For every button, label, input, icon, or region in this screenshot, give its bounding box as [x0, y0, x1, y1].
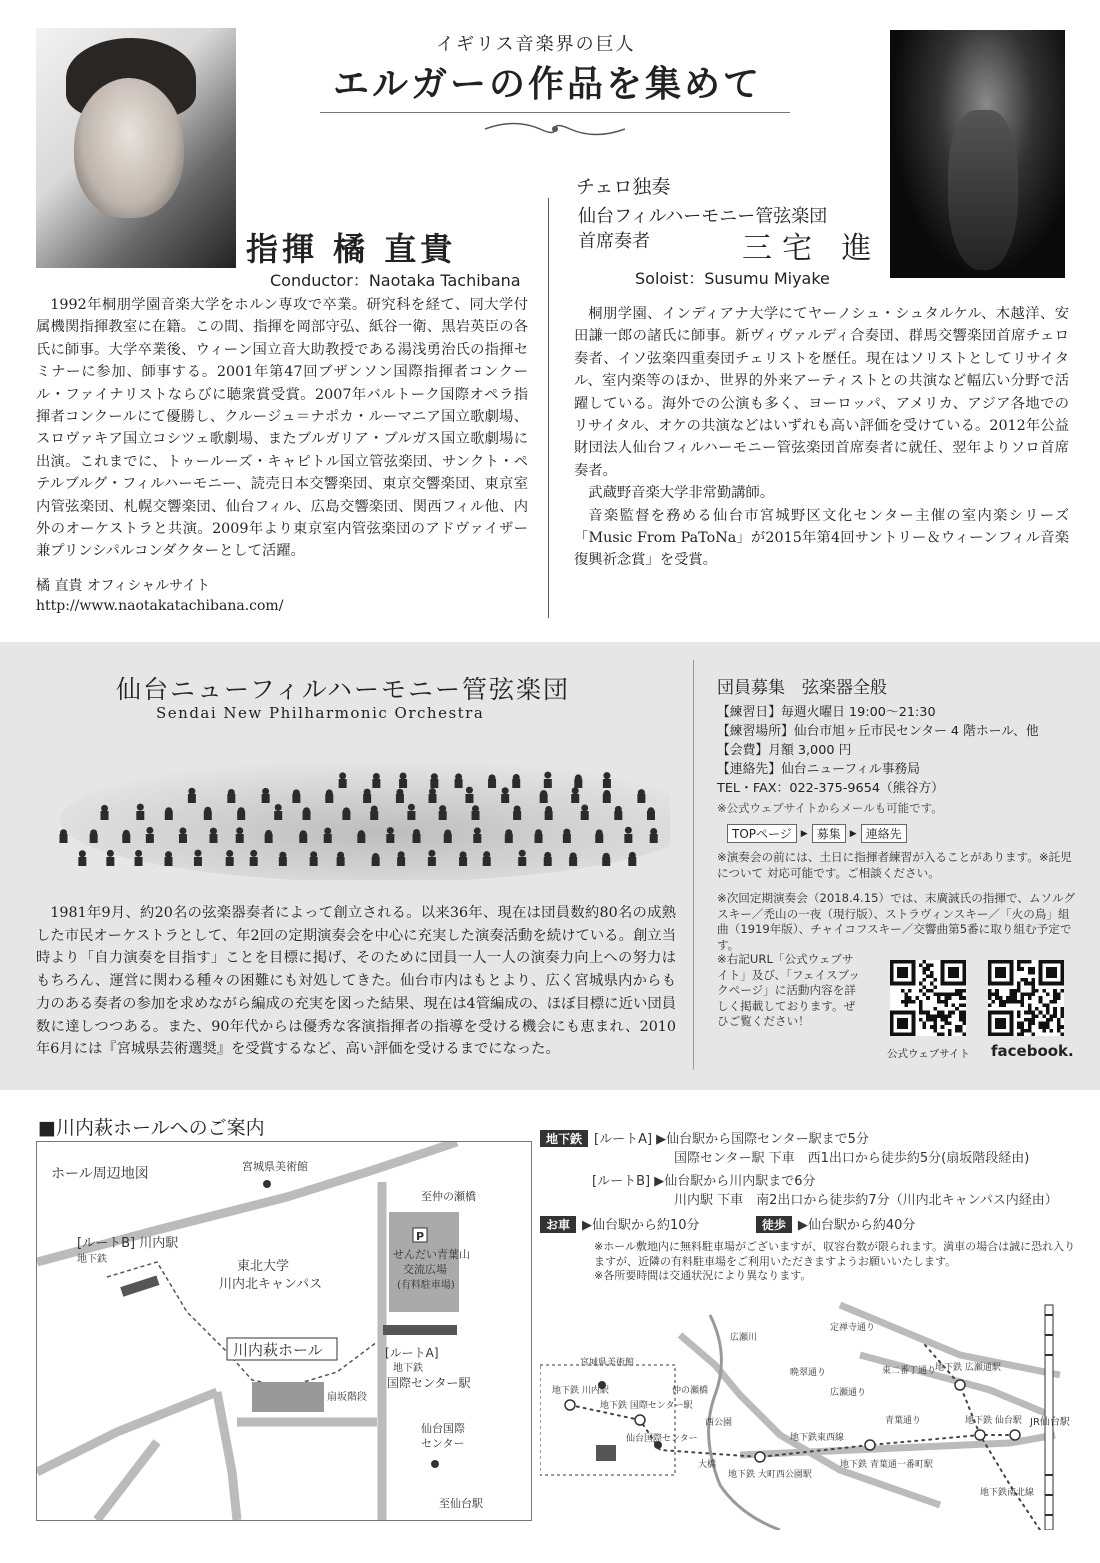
recruit-item: 【連絡先】仙台ニューフィル事務局: [717, 762, 921, 777]
map2-higashi: 東二番丁通り: [882, 1366, 937, 1376]
map-label-univ2: 川内北キャンパス: [219, 1277, 323, 1292]
soloist-bio-paragraph: 音楽監督を務める仙台市宮城野区文化センター主催の室内楽シリーズ「Music From PaToNa」が2015年第4回サントリー＆ウィーンフィル音楽復興祈念賞」を受賞。: [574, 507, 1069, 569]
access-title: ■川内萩ホールへのご案内: [38, 1117, 265, 1139]
map-label-to-sendai: 至仙台駅: [439, 1497, 483, 1510]
soloist-name: 三宅 進: [742, 231, 882, 266]
map-label-center1: 仙台国際: [421, 1422, 465, 1435]
concert-subtitle: イギリス音楽界の巨人: [436, 34, 636, 55]
access-note: ますが、近隣の有料駐車場をご利用いただきますようお願いいたします。: [594, 1254, 957, 1268]
map2-center: 仙台国際センター: [626, 1434, 698, 1444]
map2-museum: 宮城県美術館: [580, 1358, 635, 1368]
soloist-org: 仙台フィルハーモニー管弦楽団: [578, 206, 828, 227]
orchestra-photo: [40, 735, 670, 880]
map2-omachi: 地下鉄 大町西公園駅: [728, 1470, 812, 1480]
map-label-parking3: (有料駐車場): [397, 1280, 455, 1291]
recruit-item: 【会費】月額 3,000 円: [717, 743, 852, 758]
recruit-item: TEL・FAX：022-375-9654（熊谷方）: [717, 781, 944, 796]
soloist-bio-paragraph: 桐朋学園、インディアナ大学にてヤーノシュ・シュタルケル、木越洋、安田謙一郎の諸氏に師事。新ヴィヴァルディ合奏団、群馬交響楽団首席チェロ奏者、イソ弦楽四重奏団チェリストを歴任。現在はソリストとしてリサイタル、室内楽等のほか、世界的外来アーティストとの共演など幅広い分野で活躍している。海外での公演も多く、ヨーロッパ、アメリカ、アジア各地でのリサイタル、オケの共演などはいずれも高い評価を受けている。2012年公益財団法人仙台フィルハーモニー管弦楽団首席奏者に就任、翌年よりソロ首席奏者。: [574, 306, 1069, 479]
web-mail-note: ※公式ウェブサイトからメールも可能です。: [717, 801, 943, 815]
orchestra-description: 1981年9月、約20名の弦楽器奏者によって創立される。以来36年、現在は団員数約80名の成熟した市民オーケストラとして、年2回の定期演奏会を中心に充実した演奏活動を続けている。創立当時より「自力演奏を目指す」ことを目標に掲げ、そのために団員一人一人の演奏力向上への努力はもちろん、運営に関わる種々の困難にも対処してきた。仙台市内はもとより、広く宮城県内からも力のある奏者の参加を求めながら編成の充実を図った結果、現在は4管編成の、ほぼ目標に近い団員数に達しつつある。また、90年代からは優秀な客演指揮者の指導を受ける機会にも恵まれ、2010年6月には『宮城県芸術選奨』を受賞するなど、高い評価を受けるまでになった。: [36, 905, 676, 1058]
conductor-site-label: 橘 直貴 オフィシャルサイト: [36, 578, 211, 594]
car-text: ▶仙台駅から約10分: [582, 1218, 700, 1233]
city-route-map: [540, 1295, 1080, 1530]
map2-nanboku: 地下鉄南北線: [980, 1488, 1035, 1498]
map2-kokusai: 地下鉄 国際センター駅: [600, 1401, 693, 1411]
access-note: ※ホール敷地内に無料駐車場がございますが、収容台数が限られます。満車の場合は誠に恐れ入り: [594, 1240, 1076, 1253]
conductor-site-link[interactable]: http://www.naotakatachibana.com/: [36, 598, 284, 614]
recruit-divider: [693, 660, 694, 1070]
map2-kawauchi: 地下鉄 川内駅: [552, 1386, 609, 1396]
recruit-notes: [717, 850, 1077, 963]
map-label-to-nakanose: 至仲の瀬橋: [421, 1190, 476, 1203]
route-a-line2: 国際センター駅 下車 西1出口から徒歩約5分(扇坂階段経由): [674, 1151, 1030, 1166]
route-a-line1: [540, 1128, 1058, 1147]
route-b-line2: 川内駅 下車 南2出口から徒歩約7分（川内北キャンパス内経由）: [674, 1193, 1058, 1208]
access-note: ※各所要時間は交通状況により異なります。: [594, 1269, 812, 1282]
link-contact[interactable]: 連絡先: [861, 824, 907, 843]
note-paragraph: ※次回定期演奏会（2018.4.15）では、末廣誠氏の指揮で、ムソルグスキー／禿山の一夜（現行版）、ストラヴィンスキー／「火の鳥」組曲（1919年版）、チャイコフスキー／交響曲第5番に取り組む予定です。: [717, 891, 1076, 952]
car-walk-line: [540, 1214, 1058, 1233]
hall-area-map: [36, 1141, 532, 1521]
map2-nakanose: 仲の瀬橋: [672, 1386, 709, 1396]
map-label-route-a: [ルートA]: [385, 1346, 439, 1360]
conductor-bio: 1992年桐朋学園音楽大学をホルン専攻で卒業。研究科を経て、同大学付属機関指揮教室に在籍。この間、指揮を岡部守弘、紙谷一衛、黒岩英臣の各氏に師事。大学卒業後、ウィーン国立音大助教授である湯浅勇治氏の指揮セミナーに参加、師事する。2001年第47回ブザンソン国際指揮者コンクール・ファイナリストならびに聴衆賞受賞。2007年バルトーク国際オペラ指揮者コンクールにて優勝し、クルージュ＝ナポカ・ルーマニア国立歌劇場、スロヴァキア国立コシツェ歌劇場、またブルガリア・ブルガス国立歌劇場に出演。これまでに、トゥールーズ・キャピトル国立管弦楽団、サンクト・ペテルブルグ・フィルハーモニー、読売日本交響楽団、東京交響楽団、東京室内管弦楽団、札幌交響楽団、仙台フィル、広島交響楽団、関西フィル他、内外のオーケストラと共演。2009年より東京室内管弦楽団のアドヴァイザー兼プリンシパルコンダクターとして活躍。: [36, 297, 528, 560]
map-label-center2: センター: [421, 1437, 465, 1450]
conductor-name: 指揮 橘 直貴: [246, 230, 457, 268]
map-label-route-b-sub: 地下鉄: [77, 1254, 107, 1265]
flourish-ornament: [480, 118, 630, 140]
qr-note: ※右記URL「公式ウェブサイト」及び、「フェイスブックページ」に活動内容を詳しく掲載しております。ぜひご覧ください！: [717, 952, 860, 1028]
column-divider: [548, 198, 549, 618]
map-label-route-a-st: 国際センター駅: [387, 1376, 471, 1390]
map2-aobadori: 青葉通り: [885, 1416, 922, 1426]
car-tag: お車: [540, 1216, 576, 1233]
recruit-item: 【練習場所】仙台市旭ヶ丘市民センター 4 階ホール、他: [717, 724, 1039, 739]
map2-ohashi: 大橋: [698, 1460, 717, 1470]
map-label-museum: 宮城県美術館: [242, 1160, 308, 1173]
conductor-name-en: Conductor：Naotaka Tachibana: [270, 271, 521, 290]
map2-tozai: 地下鉄東西線: [790, 1433, 845, 1443]
face-shape: [74, 78, 184, 218]
map-label-stairs: 扇坂階段: [327, 1392, 367, 1403]
map-label-parking1: せんだい青葉山: [393, 1248, 470, 1261]
subway-tag: 地下鉄: [540, 1130, 588, 1147]
map2-hirose-river: 広瀬川: [730, 1333, 758, 1343]
soloist-photo: [890, 30, 1065, 278]
website-qr-icon[interactable]: [890, 960, 966, 1036]
map-title: ホール周辺地図: [51, 1166, 149, 1182]
web-nav-links: [727, 824, 907, 843]
walk-tag: 徒歩: [756, 1216, 792, 1233]
parking-icon: P: [416, 1230, 425, 1243]
arrow-right-icon: ▶: [849, 828, 857, 839]
cello-shape: [948, 110, 1018, 270]
soloist-role: チェロ独奏: [576, 176, 671, 198]
link-top-page[interactable]: TOPページ: [727, 824, 797, 843]
access-notes: [594, 1240, 1075, 1284]
concert-title: エルガーの作品を集めて: [333, 63, 763, 105]
route-a-text: [ルートA] ▶仙台駅から国際センター駅まで5分: [594, 1132, 869, 1147]
map2-nishikoen: 西公園: [705, 1418, 733, 1428]
map2-sendai-st: 地下鉄 仙台駅: [965, 1416, 1022, 1426]
map2-hirosedori-st: 地下鉄 広瀬通駅: [935, 1363, 1001, 1373]
map-label-route-a-sub: 地下鉄: [393, 1363, 423, 1374]
website-qr-label: 公式ウェブサイト: [887, 1048, 970, 1060]
map-label-parking2: 交流広場: [403, 1263, 447, 1276]
route-b-line1: [ルートB] ▶仙台駅から川内駅まで6分: [592, 1174, 816, 1189]
soloist-bio: [574, 303, 1069, 572]
recruit-list: [717, 703, 1039, 798]
map2-ichibancho: 地下鉄 青葉通一番町駅: [840, 1460, 933, 1470]
conductor-photo: [36, 28, 236, 268]
map2-banshodori: 晩翠通り: [790, 1368, 827, 1378]
recruit-title: 団員募集 弦楽器全般: [717, 678, 887, 698]
map-label-route-b: [ルートB] 川内駅: [77, 1236, 179, 1251]
map2-jr: JR仙台駅: [1030, 1417, 1070, 1428]
soloist-position: 首席奏者: [578, 231, 650, 252]
recruit-item: 【練習日】毎週火曜日 19:00～21:30: [717, 705, 936, 720]
soloist-name-en: Soloist：Susumu Miyake: [635, 269, 830, 288]
orchestra-name-en: Sendai New Philharmonic Orchestra: [156, 704, 485, 722]
route-guide: [540, 1128, 1058, 1233]
map-label-univ1: 東北大学: [237, 1259, 290, 1274]
map2-jozenji: 定禅寺通り: [830, 1323, 876, 1333]
facebook-qr-icon[interactable]: [988, 960, 1064, 1036]
map2-hirosedori: 広瀬通り: [830, 1388, 867, 1398]
note-paragraph: ※演奏会の前には、土日に指揮者練習が入ることがあります。※託児について 対応可能です。ご相談ください。: [717, 850, 1072, 880]
walk-text: ▶仙台駅から約40分: [797, 1218, 916, 1233]
facebook-qr-label: facebook.: [991, 1042, 1074, 1060]
orchestra-name: 仙台ニューフィルハーモニー管弦楽団: [116, 675, 571, 704]
title-rule: [320, 112, 790, 113]
soloist-bio-paragraph: 武蔵野音楽大学非常勤講師。: [588, 485, 775, 502]
map-label-hall: 川内萩ホール: [233, 1341, 323, 1359]
link-recruit[interactable]: 募集: [812, 824, 846, 843]
arrow-right-icon: ▶: [800, 828, 808, 839]
